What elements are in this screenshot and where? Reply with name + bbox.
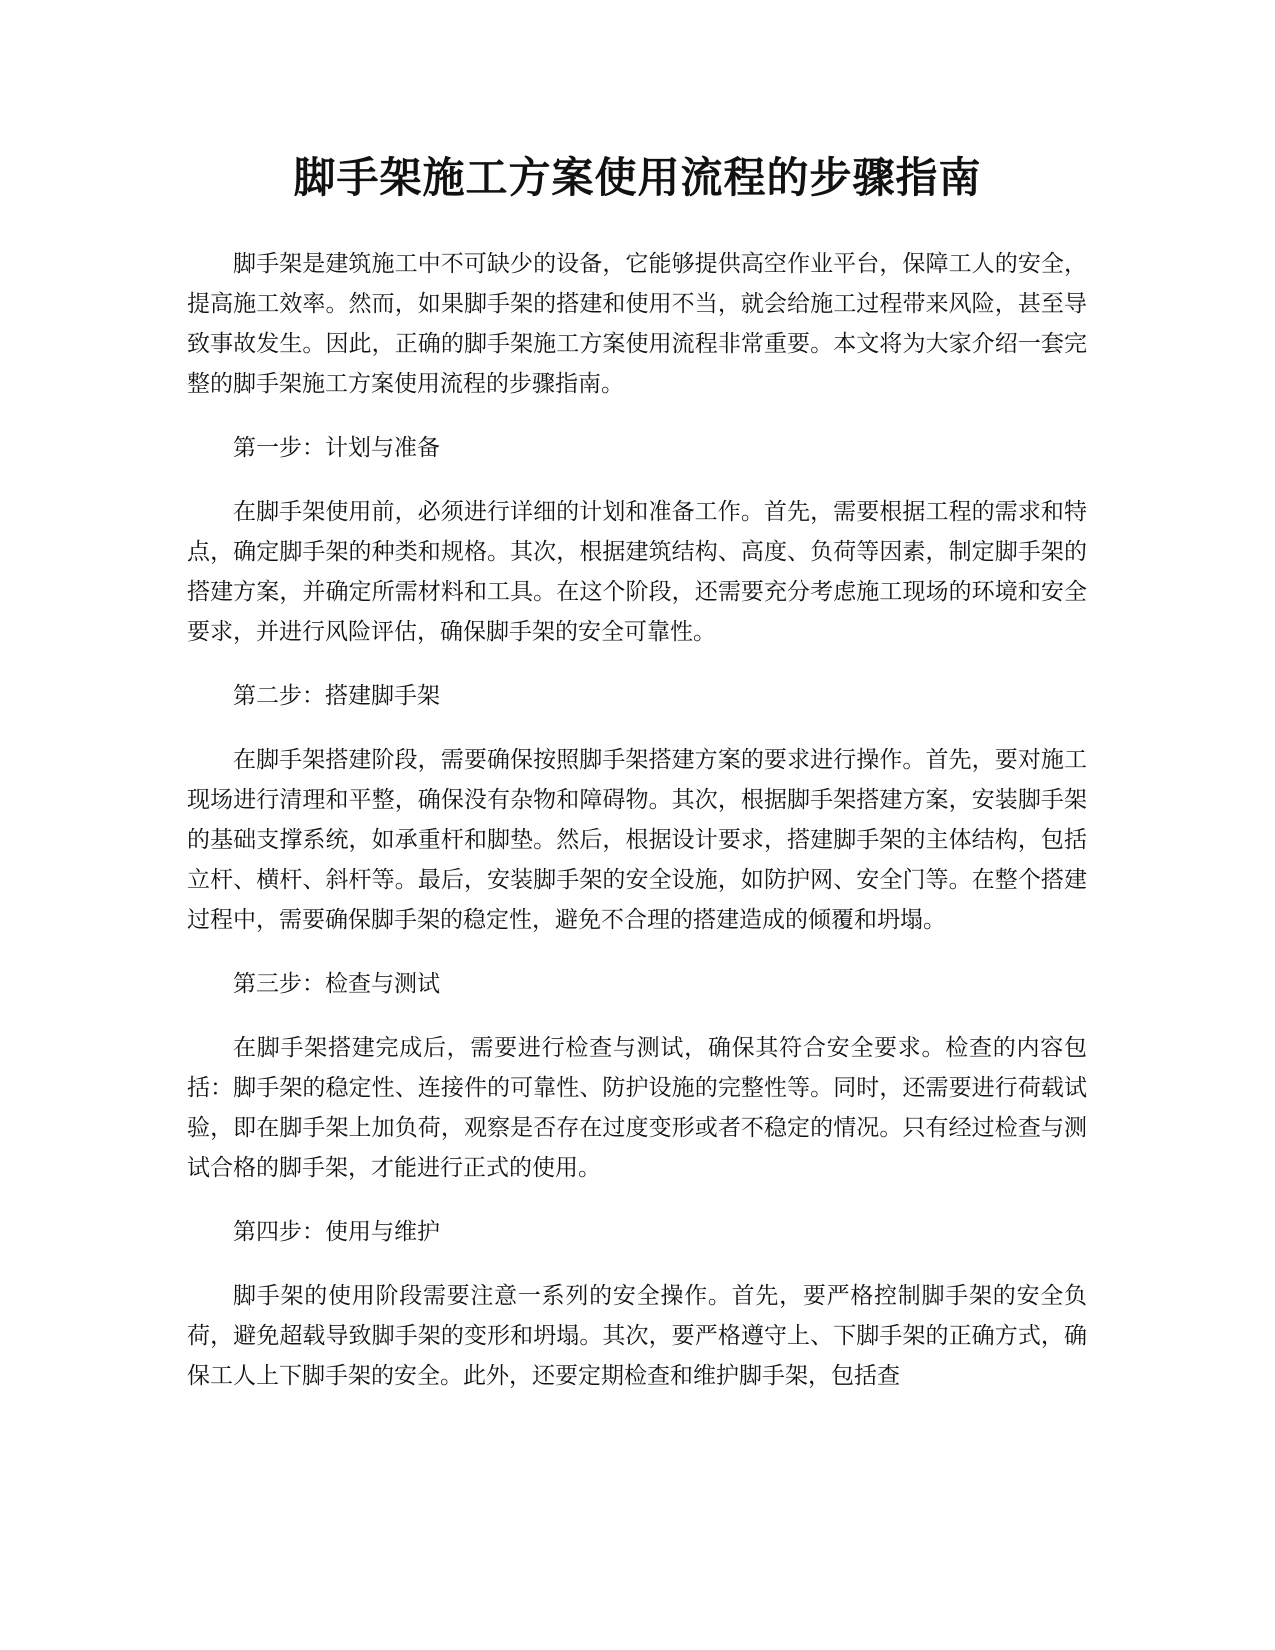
document-title: 脚手架施工方案使用流程的步骤指南 xyxy=(293,153,982,202)
document-body xyxy=(187,244,1087,1420)
step-1-paragraph: 在脚手架使用前，必须进行详细的计划和准备工作。首先，需要根据工程的需求和特点，确定脚手架的种类和规格。其次，根据建筑结构、高度、负荷等因素，制定脚手架的搭建方案，并确定所需材料和工具。在这个阶段，还需要充分考虑施工现场的环境和安全要求，并进行风险评估，确保脚手架的安全可靠性。 xyxy=(187,499,1087,645)
step-1-heading: 第一步：计划与准备 xyxy=(233,435,440,461)
step-4-paragraph: 脚手架的使用阶段需要注意一系列的安全操作。首先，要严格控制脚手架的安全负荷，避免超载导致脚手架的变形和坍塌。其次，要严格遵守上、下脚手架的正确方式，确保工人上下脚手架的安全。此外，还要定期检查和维护脚手架，包括查 xyxy=(187,1283,1087,1389)
step-3-heading: 第三步：检查与测试 xyxy=(233,971,440,997)
step-2-heading: 第二步：搭建脚手架 xyxy=(233,683,440,709)
step-4-heading: 第四步：使用与维护 xyxy=(233,1219,440,1245)
step-2-paragraph: 在脚手架搭建阶段，需要确保按照脚手架搭建方案的要求进行操作。首先，要对施工现场进行清理和平整，确保没有杂物和障碍物。其次，根据脚手架搭建方案，安装脚手架的基础支撑系统，如承重杆和脚垫。然后，根据设计要求，搭建脚手架的主体结构，包括立杆、横杆、斜杆等。最后，安装脚手架的安全设施，如防护网、安全门等。在整个搭建过程中，需要确保脚手架的稳定性，避免不合理的搭建造成的倾覆和坍塌。 xyxy=(187,747,1087,933)
intro-paragraph: 脚手架是建筑施工中不可缺少的设备，它能够提供高空作业平台，保障工人的安全，提高施工效率。然而，如果脚手架的搭建和使用不当，就会给施工过程带来风险，甚至导致事故发生。因此，正确的脚手架施工方案使用流程非常重要。本文将为大家介绍一套完整的脚手架施工方案使用流程的步骤指南。 xyxy=(187,251,1087,397)
step-3-paragraph: 在脚手架搭建完成后，需要进行检查与测试，确保其符合安全要求。检查的内容包括：脚手架的稳定性、连接件的可靠性、防护设施的完整性等。同时，还需要进行荷载试验，即在脚手架上加负荷，观察是否存在过度变形或者不稳定的情况。只有经过检查与测试合格的脚手架，才能进行正式的使用。 xyxy=(187,1035,1087,1181)
